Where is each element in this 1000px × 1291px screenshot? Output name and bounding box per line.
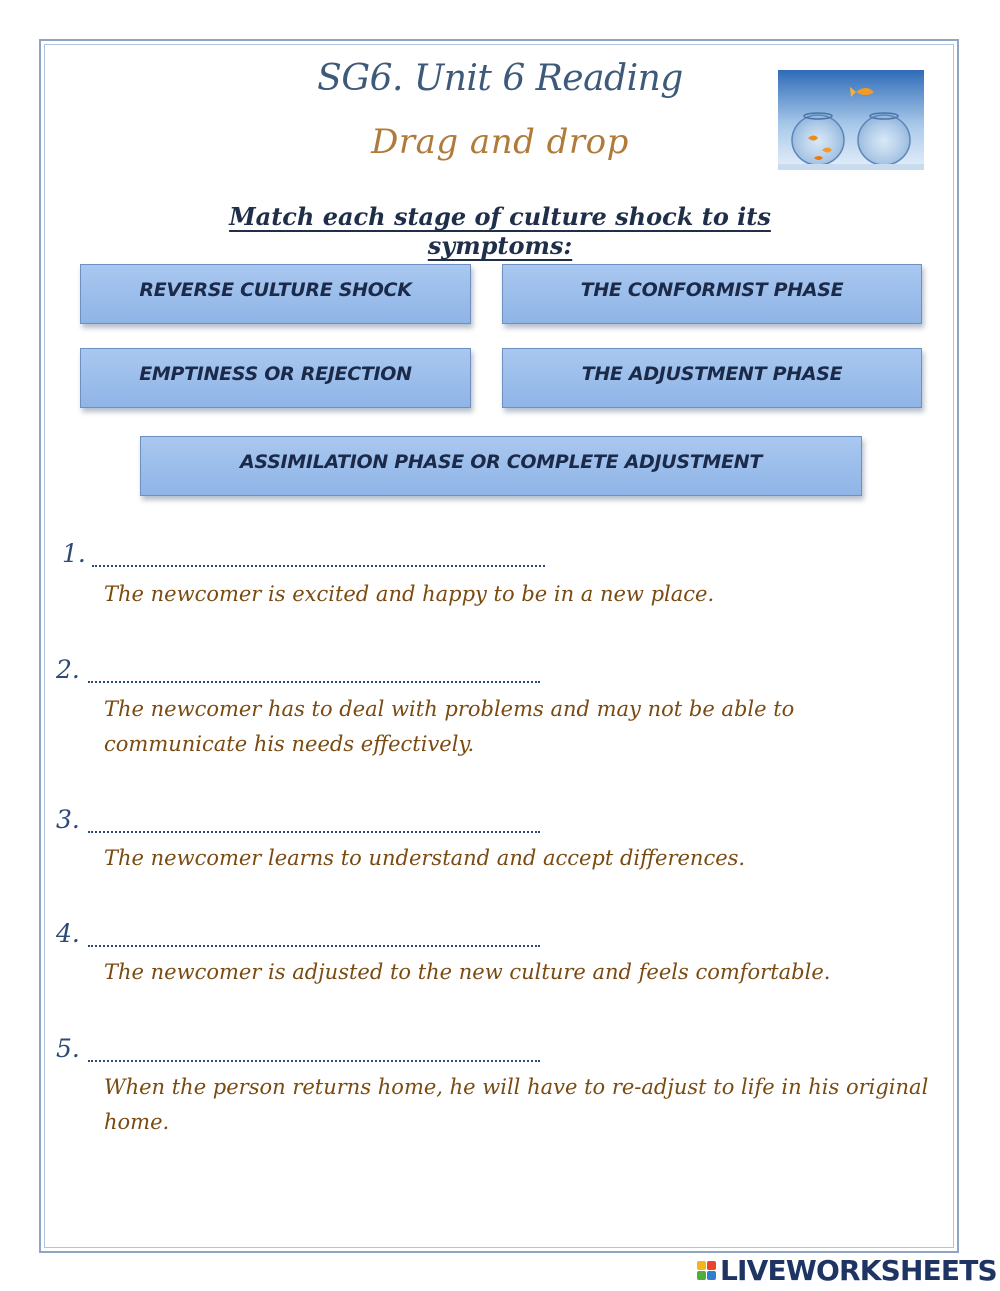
word-bank-chip-reverse-culture-shock[interactable]	[80, 264, 471, 324]
answer-drop-zone-1[interactable]	[92, 545, 545, 567]
answer-drop-zone-5[interactable]	[88, 1040, 540, 1062]
liveworksheets-logo[interactable]	[697, 1252, 997, 1288]
symptom-text: The newcomer is excited and happy to be in a new place.	[104, 582, 715, 606]
chip-label: THE ADJUSTMENT PHASE	[581, 363, 843, 385]
item-number: 4.	[56, 919, 80, 948]
item-number: 2.	[56, 655, 80, 684]
liveworksheets-logo-icon	[697, 1261, 716, 1280]
item-number: 5.	[56, 1034, 80, 1063]
chip-label: REVERSE CULTURE SHOCK	[139, 279, 412, 301]
goldfish-jumping-bowl-icon	[778, 70, 924, 170]
chip-label: THE CONFORMIST PHASE	[580, 279, 844, 301]
answer-drop-zone-2[interactable]	[88, 661, 540, 683]
symptom-text: The newcomer learns to understand and accept differences.	[104, 846, 746, 870]
worksheet-subtitle: Drag and drop	[371, 122, 629, 162]
answer-drop-zone-3[interactable]	[88, 811, 540, 833]
symptom-text: The newcomer is adjusted to the new culture and feels comfortable.	[104, 960, 831, 984]
brand-name: LIVEWORKSHEETS	[720, 1253, 997, 1287]
item-number: 1.	[62, 539, 86, 568]
word-bank-chip-conformist-phase[interactable]	[502, 264, 922, 324]
symptom-text: When the person returns home, he will have to re-adjust to life in his original home.	[104, 1075, 929, 1134]
word-bank-chip-adjustment-phase[interactable]	[502, 348, 922, 408]
instruction-text: Match each stage of culture shock to its symptoms:	[229, 202, 771, 260]
chip-label: ASSIMILATION PHASE OR COMPLETE ADJUSTMENT	[240, 451, 762, 473]
word-bank-chip-assimilation-phase[interactable]	[140, 436, 862, 496]
worksheet-title: SG6. Unit 6 Reading	[317, 58, 683, 99]
answer-drop-zone-4[interactable]	[88, 925, 540, 947]
symptom-text: The newcomer has to deal with problems and may not be able to communicate his needs effectively.	[104, 697, 795, 756]
chip-label: EMPTINESS OR REJECTION	[139, 363, 412, 385]
item-number: 3.	[56, 805, 80, 834]
word-bank-chip-emptiness-or-rejection[interactable]	[80, 348, 471, 408]
